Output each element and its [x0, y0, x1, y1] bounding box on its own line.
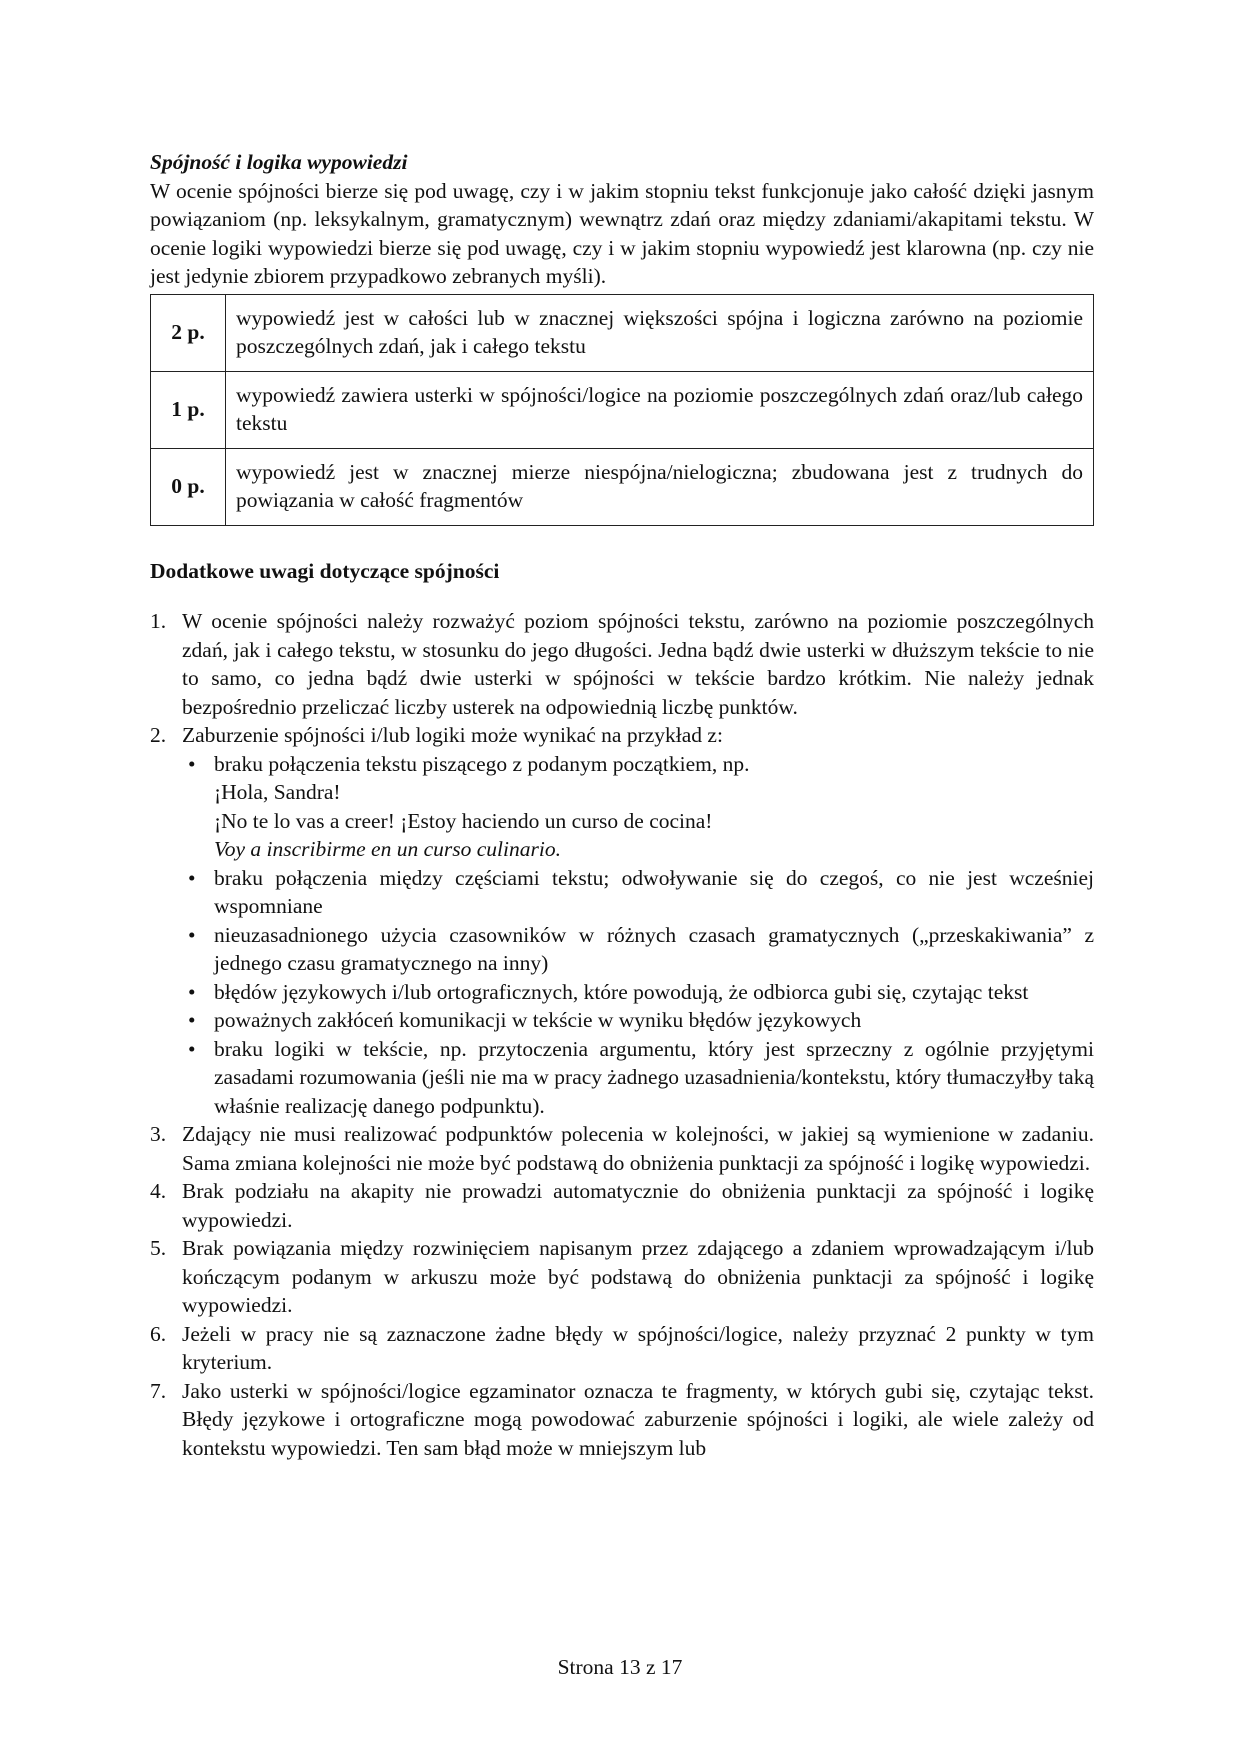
list-number: 3. — [150, 1122, 167, 1146]
example-line: Voy a inscribirme en un curso culinario. — [214, 837, 561, 861]
list-number: 2. — [150, 723, 167, 747]
bullet-item — [182, 1035, 1094, 1121]
list-number: 7. — [150, 1378, 167, 1403]
criteria-description: wypowiedź jest w znacznej mierze niespójna/nielogiczna; zbudowana jest z trudnych do powiązania w całość fragmentów — [226, 448, 1094, 525]
page-content — [150, 148, 1094, 1462]
bullet-icon: • — [188, 751, 196, 776]
bullet-item — [182, 750, 1094, 864]
list-item — [150, 607, 1094, 721]
bullet-icon: • — [188, 922, 196, 947]
bullet-text: braku logiki w tekście, np. przytoczenia argumentu, który jest sprzeczny z ogólnie przyjętymi zasadami rozumowania (jeśli nie ma w pracy żadnego uzasadnienia/kontekstu, który tłumaczyłby taką właśnie realizację danego podpunktu). — [214, 1036, 1094, 1118]
list-number: 4. — [150, 1179, 167, 1203]
list-text: Brak powiązania między rozwinięciem napisanym przez zdającego a zdaniem wprowadzającym i/lub kończącym podanym w arkuszu może być podstawą do obniżenia punktacji za spójność i logikę wypowiedzi. — [182, 1236, 1094, 1317]
criteria-score: 1 p. — [151, 371, 226, 448]
list-text: W ocenie spójności należy rozważyć poziom spójności tekstu, zarówno na poziomie poszczególnych zdań, jak i całego tekstu, w stosunku do jego długości. Jedna bądź dwie usterki w dłuższym tekście to nie to samo, co jedna bądź dwie usterki w spójności w tekście bardzo krótkim. Nie należy jednak bezpośrednio przeliczać liczby usterek na odpowiednią liczbę punktów. — [182, 609, 1094, 719]
bullet-text: braku połączenia tekstu piszącego z podanym początkiem, np. — [214, 751, 750, 776]
section-intro: W ocenie spójności bierze się pod uwagę, czy i w jakim stopniu tekst funkcjonuje jako całość dzięki jasnym powiązaniom (np. leksykalnym, gramatycznym) wewnątrz zdań oraz między zdaniami/akapitami tekstu. W ocenie logiki wypowiedzi bierze się pod uwagę, czy i w jakim stopniu wypowiedź jest klarowna (np. czy nie jest jedynie zbiorem przypadkowo zebranych myśli). — [150, 178, 1094, 288]
criteria-row — [151, 448, 1094, 525]
list-text: Brak podziału na akapity nie prowadzi automatycznie do obniżenia punktacji za spójność i logikę wypowiedzi. — [182, 1179, 1094, 1232]
criteria-score: 0 p. — [151, 448, 226, 525]
criteria-description: wypowiedź zawiera usterki w spójności/logice na poziomie poszczególnych zdań oraz/lub całego tekstu — [226, 371, 1094, 448]
bullet-item — [182, 1006, 1094, 1035]
criteria-score: 2 p. — [151, 294, 226, 371]
bullet-text: błędów językowych i/lub ortograficznych, które powodują, że odbiorca gubi się, czytając tekst — [214, 979, 1029, 1004]
section-title: Spójność i logika wypowiedzi — [150, 150, 408, 174]
bullet-icon: • — [188, 1008, 196, 1032]
bullet-item — [182, 864, 1094, 921]
bullet-icon: • — [188, 979, 196, 1004]
page-footer: Strona 13 z 17 — [557, 1655, 683, 1679]
list-item — [150, 1377, 1094, 1463]
list-number: 1. — [150, 609, 167, 633]
criteria-row — [151, 294, 1094, 371]
bullet-text: poważnych zakłóceń komunikacji w tekście w wyniku błędów językowych — [214, 1008, 862, 1032]
criteria-row — [151, 371, 1094, 448]
list-text: Zaburzenie spójności i/lub logiki może wynikać na przykład z: — [182, 723, 723, 747]
example-line: ¡No te lo vas a creer! ¡Estoy haciendo un curso de cocina! — [214, 808, 713, 833]
list-item — [150, 1234, 1094, 1320]
criteria-description: wypowiedź jest w całości lub w znacznej większości spójna i logiczna zarówno na poziomie poszczególnych zdań, jak i całego tekstu — [226, 294, 1094, 371]
list-number: 6. — [150, 1321, 167, 1346]
list-item — [150, 1120, 1094, 1177]
bullet-icon: • — [188, 1036, 196, 1061]
bullet-list — [182, 750, 1094, 1121]
criteria-table — [150, 294, 1094, 526]
bullet-text: nieuzasadnionego użycia czasowników w różnych czasach gramatycznych („przeskakiwania” z jednego czasu gramatycznego na inny) — [214, 922, 1094, 975]
example-line: ¡Hola, Sandra! — [214, 780, 341, 804]
list-number: 5. — [150, 1236, 167, 1260]
list-text: Jeżeli w pracy nie są zaznaczone żadne błędy w spójności/logice, należy przyznać 2 punkty w tym kryterium. — [182, 1321, 1094, 1374]
list-text: Jako usterki w spójności/logice egzaminator oznacza te fragmenty, w których gubi się, czytając tekst. Błędy językowe i ortograficzne mogą powodować zaburzenie spójności i logiki, ale wiele zależy od kontekstu wypowiedzi. Ten sam błąd może w mniejszym lub — [182, 1378, 1094, 1460]
bullet-text: braku połączenia między częściami tekstu; odwoływanie się do czegoś, co nie jest wcześniej wspomniane — [214, 865, 1094, 918]
notes-list — [150, 607, 1094, 1462]
list-item — [150, 1177, 1094, 1234]
list-text: Zdający nie musi realizować podpunktów polecenia w kolejności, w jakiej są wymienione w zadaniu. Sama zmiana kolejności nie może być podstawą do obniżenia punktacji za spójność i logikę wypowiedzi. — [182, 1122, 1094, 1175]
bullet-item — [182, 921, 1094, 978]
list-item — [150, 721, 1094, 1120]
bullet-item — [182, 978, 1094, 1007]
list-item — [150, 1320, 1094, 1377]
notes-title: Dodatkowe uwagi dotyczące spójności — [150, 558, 500, 583]
bullet-icon: • — [188, 865, 196, 890]
